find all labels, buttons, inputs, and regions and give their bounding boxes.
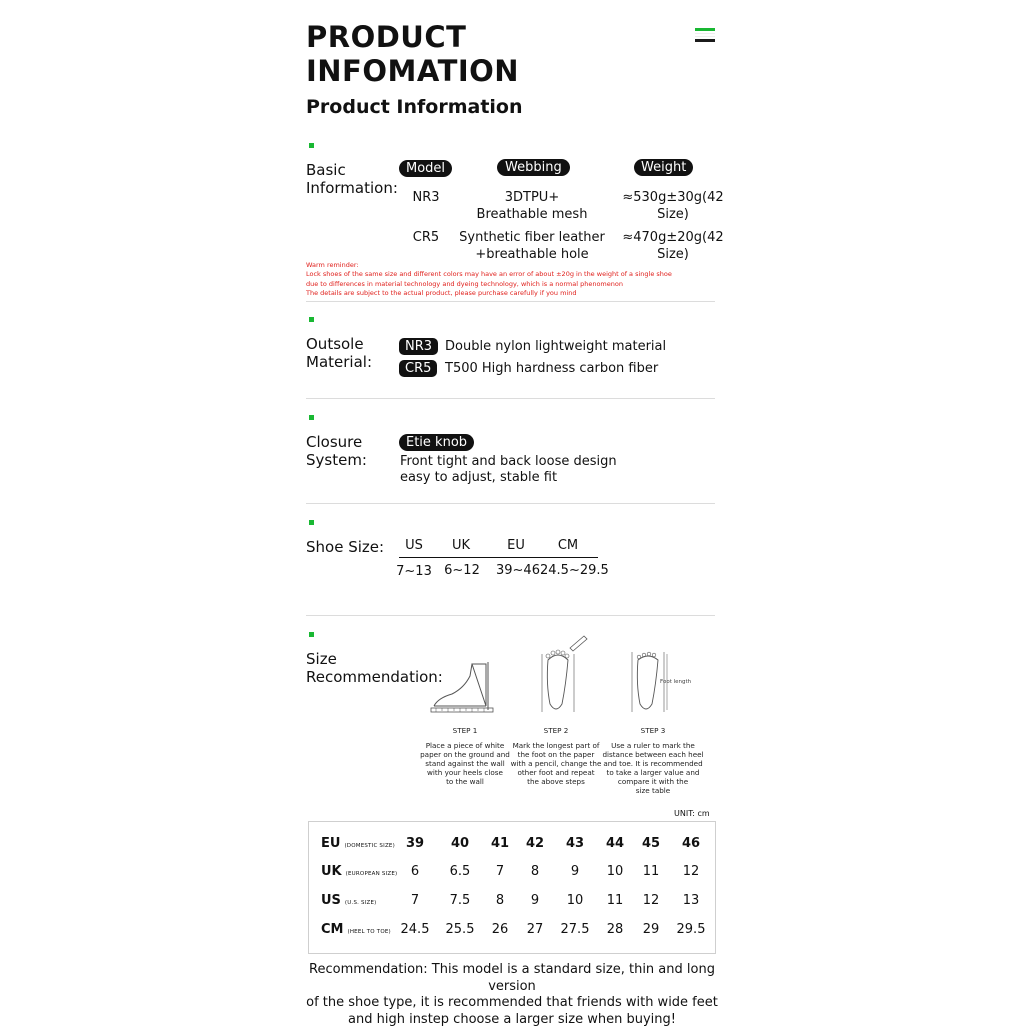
step-3-text [601, 741, 705, 795]
basic-row1-webbing-2: Breathable mesh [456, 206, 608, 223]
step-text-line: paper on the ground and [418, 750, 512, 759]
section-marker-icon [309, 632, 314, 637]
rec-label-line2: Recommendation: [306, 668, 443, 686]
step-text-line: size table [601, 786, 705, 795]
page-subtitle: Product Information [306, 96, 523, 118]
closure-label [306, 433, 367, 469]
size-cell: 46 [671, 836, 711, 851]
step-text-line: to the wall [418, 777, 512, 786]
shoe-size-header-us: US [397, 537, 431, 554]
warning-line: Warm reminder: [306, 261, 672, 270]
size-cell: 45 [631, 836, 671, 851]
shoe-size-uk: 6~12 [442, 562, 482, 579]
basic-row1-model: NR3 [398, 189, 454, 206]
size-cell: 43 [555, 836, 595, 851]
size-cell: 12 [671, 864, 711, 879]
divider [306, 615, 715, 616]
section-marker-icon [309, 143, 314, 148]
header-webbing: Webbing [497, 159, 570, 176]
foot-outline-pencil-icon [536, 634, 592, 714]
size-row-cm [309, 916, 715, 944]
step-text-line: compare it with the [601, 777, 705, 786]
size-cell: 29 [631, 922, 671, 937]
size-cell: 7 [480, 864, 520, 879]
size-row-us [309, 887, 715, 915]
step-1-text [418, 741, 512, 786]
row-sub: (EUROPEAN SIZE) [346, 871, 398, 877]
section-marker-icon [309, 520, 314, 525]
row-name: US [321, 893, 341, 908]
size-cell: 42 [515, 836, 555, 851]
size-cell: 27.5 [555, 922, 595, 937]
size-cell: 12 [631, 893, 671, 908]
size-cell: 41 [480, 836, 520, 851]
basic-row1-weight: ≈530g±30g(42 Size) [606, 189, 740, 223]
shoe-size-header-cm: CM [551, 537, 585, 554]
title-line-1: PRODUCT [306, 20, 519, 54]
outsole-tag-nr3: NR3 [399, 338, 438, 355]
size-cell: 9 [515, 893, 555, 908]
size-cell: 8 [515, 864, 555, 879]
step-text-line: Use a ruler to mark the [601, 741, 705, 750]
basic-row2-webbing-2: +breathable hole [456, 246, 608, 263]
shoe-size-us: 7~13 [394, 563, 434, 580]
step-text-line: Mark the longest part of [508, 741, 604, 750]
size-cell: 24.5 [395, 922, 435, 937]
outsole-text-cr5: T500 High hardness carbon fiber [445, 361, 658, 376]
basic-row2-webbing [456, 229, 608, 263]
step-2-text [508, 741, 604, 786]
size-cell: 29.5 [671, 922, 711, 937]
size-cell: 25.5 [440, 922, 480, 937]
divider [306, 398, 715, 399]
row-name: CM [321, 922, 343, 937]
footer-recommendation [290, 962, 734, 1028]
size-cell: 11 [631, 864, 671, 879]
outsole-label-line2: Material: [306, 353, 372, 371]
size-cell: 10 [555, 893, 595, 908]
foot-length-label: Foot length [660, 679, 691, 685]
step-text-line: the foot on the paper [508, 750, 604, 759]
outsole-label-line1: Outsole [306, 335, 372, 353]
step-text-line: Place a piece of white [418, 741, 512, 750]
warning-line: The details are subject to the actual product, please purchase carefully if you mind [306, 289, 672, 298]
shoe-size-header-uk: UK [444, 537, 478, 554]
closure-label-line1: Closure [306, 433, 367, 451]
outsole-text-nr3: Double nylon lightweight material [445, 339, 666, 354]
step-text-line: other foot and repeat [508, 768, 604, 777]
closure-line2: easy to adjust, stable fit [400, 470, 617, 486]
basic-row2-weight: ≈470g±20g(42 Size) [606, 229, 740, 263]
section-marker-icon [309, 317, 314, 322]
step-text-line: with your heels close [418, 768, 512, 777]
size-recommendation-label [306, 650, 443, 686]
flag-icon [695, 28, 715, 40]
size-cell: 8 [480, 893, 520, 908]
warning-line: Lock shoes of the same size and different colors may have an error of about ±20g in the weight of a single shoe [306, 270, 672, 279]
basic-label-line2: Information: [306, 179, 398, 197]
size-row-eu [309, 830, 715, 858]
step-text-line: stand against the wall [418, 759, 512, 768]
basic-row1-webbing-1: 3DTPU+ [456, 189, 608, 206]
size-table [308, 821, 716, 954]
step-2-title: STEP 2 [514, 726, 598, 735]
header-model: Model [399, 160, 452, 177]
size-cell: 28 [595, 922, 635, 937]
row-name: UK [321, 864, 342, 879]
outsole-tag-cr5: CR5 [399, 360, 437, 377]
size-row-header [321, 893, 377, 908]
basic-row2-webbing-1: Synthetic fiber leather [456, 229, 608, 246]
shoe-size-rule [399, 557, 598, 558]
row-sub: (DOMESTIC SIZE) [344, 843, 395, 849]
size-cell: 27 [515, 922, 555, 937]
basic-info-label [306, 161, 398, 197]
size-cell: 6.5 [440, 864, 480, 879]
shoe-size-header-eu: EU [499, 537, 533, 554]
size-row-header [321, 922, 391, 937]
size-row-uk [309, 858, 715, 886]
closure-tag: Etie knob [399, 434, 474, 451]
step-text-line: to take a larger value and [601, 768, 705, 777]
title-line-2: INFOMATION [306, 54, 519, 88]
basic-row2-model: CR5 [398, 229, 454, 246]
size-cell: 44 [595, 836, 635, 851]
closure-line1: Front tight and back loose design [400, 454, 617, 470]
size-cell: 7 [395, 893, 435, 908]
row-sub: (HEEL TO TOE) [347, 929, 390, 935]
size-cell: 13 [671, 893, 711, 908]
footer-line: of the shoe type, it is recommended that friends with wide feet [290, 995, 734, 1012]
size-cell: 7.5 [440, 893, 480, 908]
shoe-size-label: Shoe Size: [306, 538, 384, 556]
size-cell: 40 [440, 836, 480, 851]
step-text-line: distance between each heel [601, 750, 705, 759]
basic-row1-webbing [456, 189, 608, 223]
warning-line: due to differences in material technology and dyeing technology, which is a normal phenomenon [306, 280, 672, 289]
size-cell: 11 [595, 893, 635, 908]
step-text-line: the above steps [508, 777, 604, 786]
divider [306, 301, 715, 302]
closure-description [400, 454, 617, 486]
size-cell: 39 [395, 836, 435, 851]
divider [306, 503, 715, 504]
row-name: EU [321, 836, 340, 851]
size-cell: 10 [595, 864, 635, 879]
section-marker-icon [309, 415, 314, 420]
outsole-label [306, 335, 372, 371]
foot-against-wall-icon [428, 660, 498, 720]
closure-label-line2: System: [306, 451, 367, 469]
unit-label: UNIT: cm [674, 809, 710, 818]
page-title [306, 20, 519, 88]
size-row-header [321, 836, 395, 851]
step-3-title: STEP 3 [609, 726, 697, 735]
warm-reminder [306, 261, 672, 298]
size-cell: 26 [480, 922, 520, 937]
shoe-size-eu: 39~46 [496, 562, 536, 579]
header-weight: Weight [634, 159, 693, 176]
rec-label-line1: Size [306, 650, 443, 668]
step-1-title: STEP 1 [425, 726, 505, 735]
size-cell: 6 [395, 864, 435, 879]
step-text-line: with a pencil, change the [508, 759, 604, 768]
footer-line: Recommendation: This model is a standard size, thin and long version [290, 962, 734, 995]
step-text-line: and toe. It is recommended [601, 759, 705, 768]
basic-label-line1: Basic [306, 161, 398, 179]
footer-line: and high instep choose a larger size when buying! [290, 1012, 734, 1028]
size-row-header [321, 864, 397, 879]
shoe-size-cm: 24.5~29.5 [540, 562, 598, 579]
size-cell: 9 [555, 864, 595, 879]
row-sub: (U.S. SIZE) [345, 900, 377, 906]
